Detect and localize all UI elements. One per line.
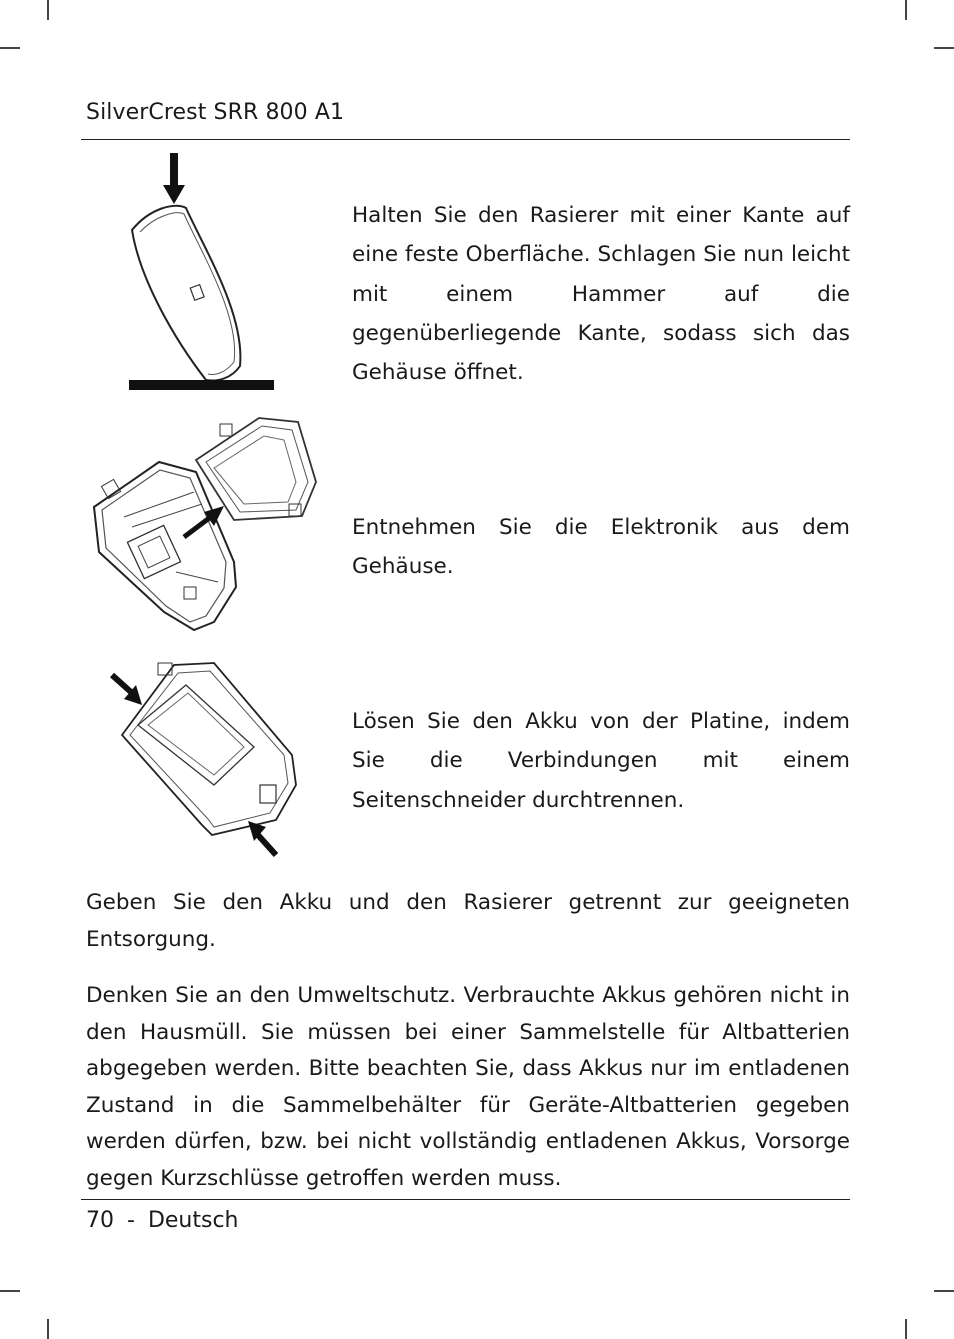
crop-mark — [0, 47, 20, 49]
step-3-text: Lösen Sie den Akku von der Platine, indem Sie die Verbindungen mit einem Seitenschneider durchtrennen. — [352, 709, 850, 813]
step-2-text: Entnehmen Sie die Elektronik aus dem Gehäuse. — [352, 515, 850, 580]
crop-mark — [934, 47, 954, 49]
footer-separator: - — [127, 1208, 135, 1233]
shaver-tapping-illustration — [120, 150, 285, 395]
footer-rule — [81, 1199, 850, 1200]
crop-mark — [905, 0, 907, 20]
crop-mark — [905, 1319, 907, 1339]
step-1-text: Halten Sie den Rasierer mit einer Kante auf eine feste Oberfläche. Schlagen Sie nun leicht mit einem Hammer auf die gegenüberliegende Kante, sodass sich das Gehäuse öffnet. — [352, 203, 850, 386]
page-number: 70 — [86, 1208, 114, 1233]
environment-paragraph: Denken Sie an den Umweltschutz. Verbrauchte Akkus gehören nicht in den Hausmüll. Sie müssen bei einer Sammelstelle für Altbatterien abgegeben werden. Bitte beachten Sie, dass Akkus nur im entladenen Zustand in die Sammelbehälter für Geräte-Altbatterien gegeben werden dürfen, bzw. bei nicht vollständig entladenen Akkus, Vorsorge gegen Kurzschlüsse getroffen werden muss. — [86, 983, 850, 1191]
crop-mark — [47, 0, 49, 20]
disposal-paragraph: Geben Sie den Akku und den Rasierer getrennt zur geeigneten Entsorgung. — [86, 890, 850, 952]
crop-mark — [47, 1319, 49, 1339]
page-footer — [86, 1208, 239, 1233]
remove-electronics-illustration — [84, 412, 334, 637]
crop-mark — [0, 1290, 20, 1292]
footer-language: Deutsch — [147, 1208, 239, 1233]
cut-battery-illustration — [104, 655, 304, 860]
header-rule — [81, 139, 850, 140]
page-header-title: SilverCrest SRR 800 A1 — [86, 100, 345, 125]
crop-mark — [934, 1290, 954, 1292]
